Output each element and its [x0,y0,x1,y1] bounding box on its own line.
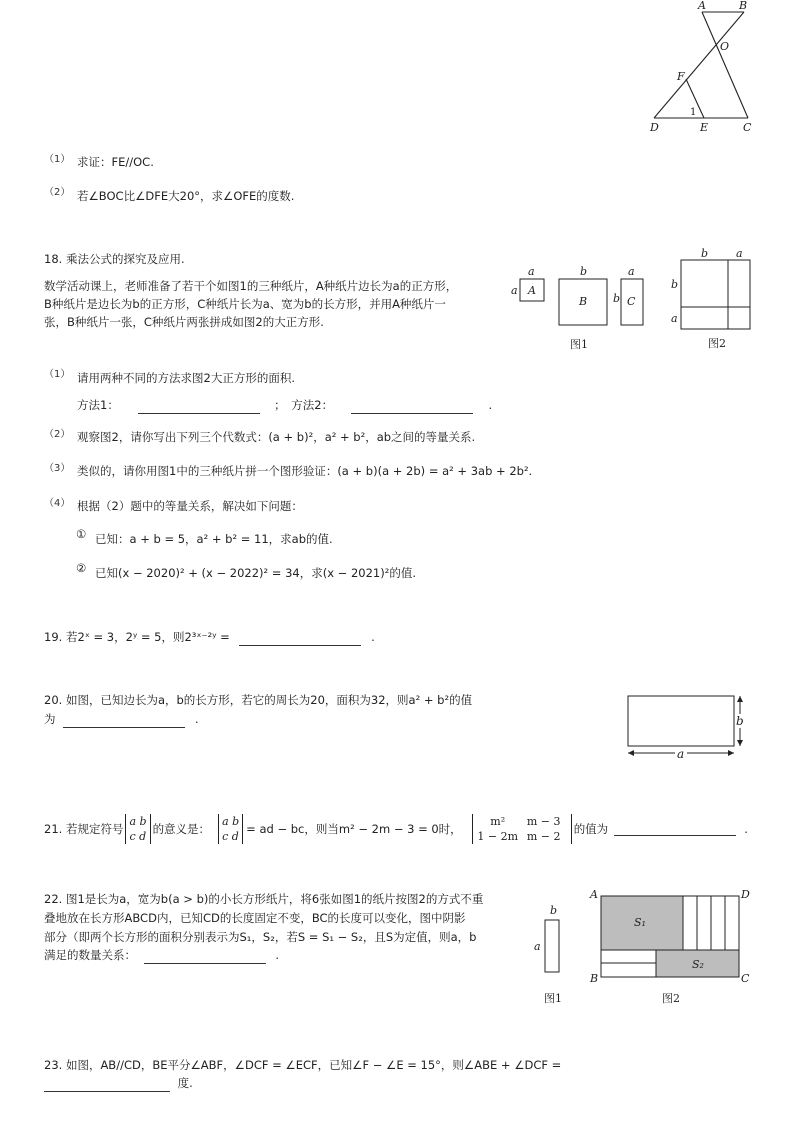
q22-fig2-A: A [590,888,598,901]
fig2-b-top: b [701,247,709,260]
point-C: C [743,121,752,134]
q17-part1-text: 求证：FE//OC. [77,155,154,169]
q21-equation: = ad − bc，则当m² − 2m − 3 = 0时， [246,822,462,836]
q18-title: 18. 乘法公式的探究及应用. [44,252,185,266]
q18-sub2-text: 已知(x − 2020)² + (x − 2022)² = 34，求(x − 2021)²的值. [95,566,416,580]
method-separator: ； [274,398,286,412]
det1-b: b [139,815,147,828]
fig1-C: C [627,295,636,308]
angle-1: 1 [690,107,697,118]
fig2-b-side: b [671,278,679,291]
q18-sub1-text: 已知：a + b = 5，a² + b² = 11，求ab的值. [95,532,333,546]
q19-answer-blank[interactable] [239,633,361,646]
q22-fig2-B: B [590,972,599,985]
q22-line4-text: 满足的数量关系： [44,948,136,962]
fig1-a-top2: a [628,265,635,278]
q20-label-a: a [677,747,685,761]
q21-post: 的值为 [573,822,609,836]
q18-part2-number: （2） [44,429,71,440]
q22-end: . [275,948,279,962]
q22-fig2-S2: S₂ [692,958,704,971]
q22-line2: 叠地放在长方形ABCD内，已知CD的长度固定不变，BC的长度可以变化，图中阴影 [44,911,466,925]
q18-methods-row [77,396,492,414]
q22-fig1-caption: 图1 [544,992,562,1005]
q22-fig1-a: a [534,940,541,953]
fig1-b-side: b [613,292,621,305]
point-D: D [650,121,659,134]
q18-intro-line1: 数学活动课上，老师准备了若干个如图1的三种纸片，A种纸片边长为a的正方形， [44,279,458,293]
det2-r1c2: m − 3 [526,815,561,828]
q22-line4 [44,946,279,964]
q20-label-b: b [736,714,744,728]
q18-part4-number: （4） [44,498,71,509]
q20-answer-blank[interactable] [63,715,185,728]
det1-d: d [139,830,147,843]
fig2-caption: 图2 [708,337,726,350]
method2-answer-blank[interactable] [351,401,473,414]
q17-part1-number: （1） [44,154,71,165]
q18-sub2-mark: ② [76,561,87,575]
fig1-B: B [579,295,588,308]
q23-line1: 23. 如图，AB//CD，BE平分∠ABF，∠DCF = ∠ECF，已知∠F − ∠E = 15°，则∠ABE + ∠DCF = [44,1058,562,1072]
q22-fig2-caption: 图2 [662,992,680,1005]
q18-part2-text: 观察图2，请你写出下列三个代数式：(a + b)²，a² + b²，ab之间的等量关系. [77,430,476,444]
det2-r2c2: m − 2 [526,830,561,843]
q22-fig2-C: C [741,972,750,985]
q22-line3: 部分（即两个长方形的面积分别表示为S₁，S₂，若S = S₁ − S₂，且S为定值，则a，b [44,930,477,944]
q17-part2-number: （2） [44,187,71,198]
q20-line2-text: 为 [44,712,56,726]
fig1-a-top: a [528,265,535,278]
det1-c: c [129,830,136,843]
q18-part3-text: 类似的，请你用图1中的三种纸片拼一个图形验证：(a + b)(a + 2b) = a² + 3ab + 2b². [77,464,533,478]
fig1-b-top: b [580,265,588,278]
q21-row [44,811,748,847]
q23-line2 [44,1074,193,1092]
q18-figure2 [668,246,758,354]
q22-figure1 [530,900,570,1008]
q22-fig2-S1: S₁ [634,916,646,929]
q18-intro-line2: B种纸片是边长为b的正方形，C种纸片长为a、宽为b的长方形，并用A种纸片一 [44,297,446,311]
q21-determinant1 [125,814,150,844]
q22-figure2 [586,886,756,1008]
fig2-a-top: a [736,247,743,260]
q18-figure1 [508,262,648,354]
q20-line2 [44,710,198,728]
q18-intro-line3: 张，B种纸片一张，C种纸片两张拼成如图2的大正方形. [44,315,324,329]
q20-figure [622,690,752,762]
q17-part2-text: 若∠BOC比∠DFE大20°，求∠OFE的度数. [77,189,295,203]
fig2-a-side: a [671,312,678,325]
q21-mid: 的意义是： [152,822,211,836]
q18-sub1-mark: ① [76,527,87,541]
q22-line1: 22. 图1是长为a，宽为b(a > b)的小长方形纸片，将6张如图1的纸片按图2的方式不重 [44,892,484,906]
det2-r1c1: m² [490,815,506,828]
q17-figure [640,0,760,135]
q19-row [44,628,375,646]
q21-determinant1-copy: a b c d [218,814,243,844]
q22-fig2-D: D [741,888,750,901]
q19-end: . [371,630,375,644]
method2-label: 方法2： [291,398,334,412]
point-F: F [677,70,685,83]
fig1-A: A [528,284,536,297]
q23-answer-blank[interactable] [44,1079,170,1092]
method1-answer-blank[interactable] [138,401,260,414]
q20-line1: 20. 如图，已知边长为a，b的长方形，若它的周长为20，面积为32，则a² + b²的值 [44,693,473,707]
q22-fig1-b: b [550,904,558,917]
q18-part1-text: 请用两种不同的方法求图2大正方形的面积. [77,371,295,385]
q18-part4-text: 根据（2）题中的等量关系，解决如下问题： [77,499,303,513]
q21-determinant2 [472,814,572,844]
q18-part3-number: （3） [44,463,71,474]
q18-part1-number: （1） [44,369,71,380]
det2-r2c1: 1 − 2m [477,830,518,843]
fig1-caption: 图1 [570,338,588,351]
point-E: E [700,121,709,134]
method1-label: 方法1： [77,398,119,412]
point-O: O [720,40,730,53]
q22-answer-blank[interactable] [144,951,266,964]
q23-end: 度. [177,1076,193,1090]
point-B: B [739,0,748,12]
q21-end: . [744,822,748,836]
q20-end: . [194,712,199,726]
method-end: . [488,398,493,412]
q21-pre: 21. 若规定符号 [44,822,124,836]
point-A: A [698,0,706,12]
fig1-a-side: a [511,284,518,297]
q21-answer-blank[interactable] [614,823,736,836]
det1-a: a [129,815,137,828]
q19-text: 19. 若2ˣ = 3，2ʸ = 5，则2³ˣ⁻²ʸ = [44,630,230,644]
